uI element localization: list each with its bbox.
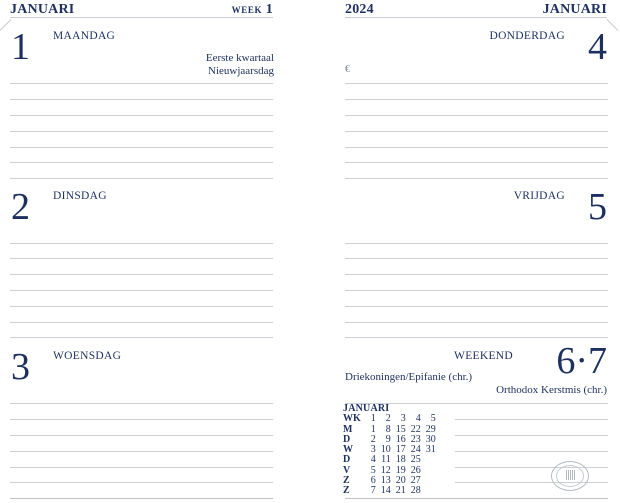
week-number: 1 (265, 2, 273, 17)
note-orthodox-kerstmis: Orthodox Kerstmis (chr.) (496, 384, 607, 396)
mini-calendar (343, 404, 438, 497)
writing-line[interactable] (10, 131, 273, 132)
date-cell: 4 (370, 454, 376, 466)
date-cell: 3 (370, 444, 376, 456)
date-cell (423, 455, 438, 465)
day-number: 2 (11, 186, 30, 228)
week-number-cell: 5 (430, 413, 436, 425)
date-cell (423, 476, 438, 486)
date-cell: 12 (380, 464, 391, 476)
writing-line[interactable] (10, 99, 273, 100)
date-cell: 31 (425, 444, 436, 456)
day-number: 3 (11, 346, 30, 388)
left-header-month: JANUARI (10, 2, 75, 17)
date-cell: 18 (395, 454, 406, 466)
weekday-label: D (343, 454, 351, 466)
date-cell: 30 (425, 433, 436, 445)
writing-line[interactable] (345, 274, 608, 275)
writing-line[interactable] (10, 83, 273, 84)
writing-line[interactable] (345, 337, 608, 338)
date-cell: 24 (410, 444, 421, 456)
weekday-label: Z (343, 475, 350, 487)
weekday-label: D (343, 433, 351, 445)
writing-line[interactable] (10, 498, 273, 499)
date-cell: 13 (380, 475, 391, 487)
writing-line[interactable] (10, 419, 273, 420)
day-name: WEEKEND (454, 350, 513, 362)
writing-line[interactable] (10, 322, 273, 323)
date-cell: 27 (410, 475, 421, 487)
writing-line[interactable] (345, 178, 608, 179)
date-cell: 19 (395, 464, 406, 476)
logo-ring (556, 465, 584, 487)
writing-line[interactable] (10, 147, 273, 148)
date-cell: 15 (395, 423, 406, 435)
writing-line[interactable] (345, 147, 608, 148)
note-eerste-kwartaal: Eerste kwartaal (205, 52, 274, 64)
date-cell: 17 (395, 444, 406, 456)
date-cell: 7 (370, 485, 376, 497)
mini-calendar-row (343, 486, 438, 496)
date-cell: 2 (370, 433, 376, 445)
weekday-label: Z (343, 485, 350, 497)
writing-line[interactable] (455, 435, 608, 436)
writing-line[interactable] (10, 178, 273, 179)
date-cell: 16 (395, 433, 406, 445)
writing-line[interactable] (10, 337, 273, 338)
date-cell: 21 (395, 485, 406, 497)
publisher-crown-logo-icon (551, 461, 589, 491)
date-cell: 14 (380, 485, 391, 497)
right-header-year: 2024 (345, 2, 374, 17)
date-cell: 1 (370, 423, 376, 435)
writing-line[interactable] (10, 467, 273, 468)
day-number: 5 (588, 186, 607, 228)
writing-line[interactable] (345, 83, 608, 84)
right-header-month: JANUARI (542, 2, 607, 17)
date-cell: 25 (410, 454, 421, 466)
writing-line[interactable] (345, 290, 608, 291)
writing-line[interactable] (345, 258, 608, 259)
date-cell: 8 (385, 423, 391, 435)
moon-phase-icon: € (345, 64, 350, 75)
writing-line[interactable] (345, 162, 608, 163)
writing-line[interactable] (345, 322, 608, 323)
day-name: VRIJDAG (513, 190, 565, 202)
header-rule (10, 17, 273, 18)
day-name: WOENSDAG (53, 350, 122, 362)
writing-line[interactable] (10, 435, 273, 436)
day-name: MAANDAG (53, 30, 116, 42)
week-number-cell: 4 (415, 413, 421, 425)
date-cell: 26 (410, 464, 421, 476)
date-cell (423, 466, 438, 476)
date-cell: 11 (381, 454, 391, 466)
mini-calendar-grid (343, 414, 438, 496)
writing-line[interactable] (345, 306, 608, 307)
weekday-label: V (343, 464, 351, 476)
writing-line[interactable] (10, 258, 273, 259)
date-cell: 10 (380, 444, 391, 456)
weekday-label: W (343, 444, 353, 456)
writing-line[interactable] (10, 162, 273, 163)
date-cell: 22 (410, 423, 421, 435)
writing-line[interactable] (345, 498, 608, 499)
day-notes (206, 52, 274, 78)
writing-line[interactable] (10, 403, 273, 404)
writing-line[interactable] (345, 99, 608, 100)
week-indicator (232, 2, 273, 18)
week-label: WEEK (231, 5, 263, 15)
writing-line[interactable] (10, 306, 273, 307)
writing-line[interactable] (10, 482, 273, 483)
date-cell: 28 (410, 485, 421, 497)
note-driekoningen: Driekoningen/Epifanie (chr.) (345, 371, 473, 383)
weekday-label: M (343, 423, 353, 435)
writing-line[interactable] (10, 451, 273, 452)
writing-line[interactable] (455, 451, 608, 452)
date-cell: 20 (395, 475, 406, 487)
writing-line[interactable] (345, 131, 608, 132)
day-name: DONDERDAG (489, 30, 565, 42)
day-name: DINSDAG (53, 190, 107, 202)
date-cell: 29 (425, 423, 436, 435)
writing-line[interactable] (345, 243, 608, 244)
note-nieuwjaarsdag: Nieuwjaarsdag (208, 65, 274, 77)
writing-line[interactable] (455, 419, 608, 420)
week-number-cell: 1 (370, 413, 376, 425)
date-cell: 6 (370, 475, 376, 487)
writing-line[interactable] (345, 115, 608, 116)
mini-calendar-title: JANUARI (343, 403, 390, 414)
corner-fold (0, 19, 12, 31)
date-cell: 9 (385, 433, 391, 445)
week-number-cell: 3 (400, 413, 406, 425)
date-cell: 23 (410, 433, 421, 445)
day-number: 4 (588, 26, 607, 68)
date-cell: 5 (370, 464, 376, 476)
header-rule (345, 17, 607, 18)
writing-line[interactable] (10, 115, 273, 116)
writing-line[interactable] (10, 274, 273, 275)
crown-icon (566, 470, 575, 480)
week-col-label: WK (343, 413, 361, 425)
day-number: 6·7 (556, 340, 607, 382)
week-number-cell: 2 (385, 413, 391, 425)
corner-fold (606, 19, 618, 31)
day-number: 1 (11, 26, 30, 68)
date-cell (423, 486, 438, 496)
writing-line[interactable] (10, 243, 273, 244)
writing-line[interactable] (10, 290, 273, 291)
